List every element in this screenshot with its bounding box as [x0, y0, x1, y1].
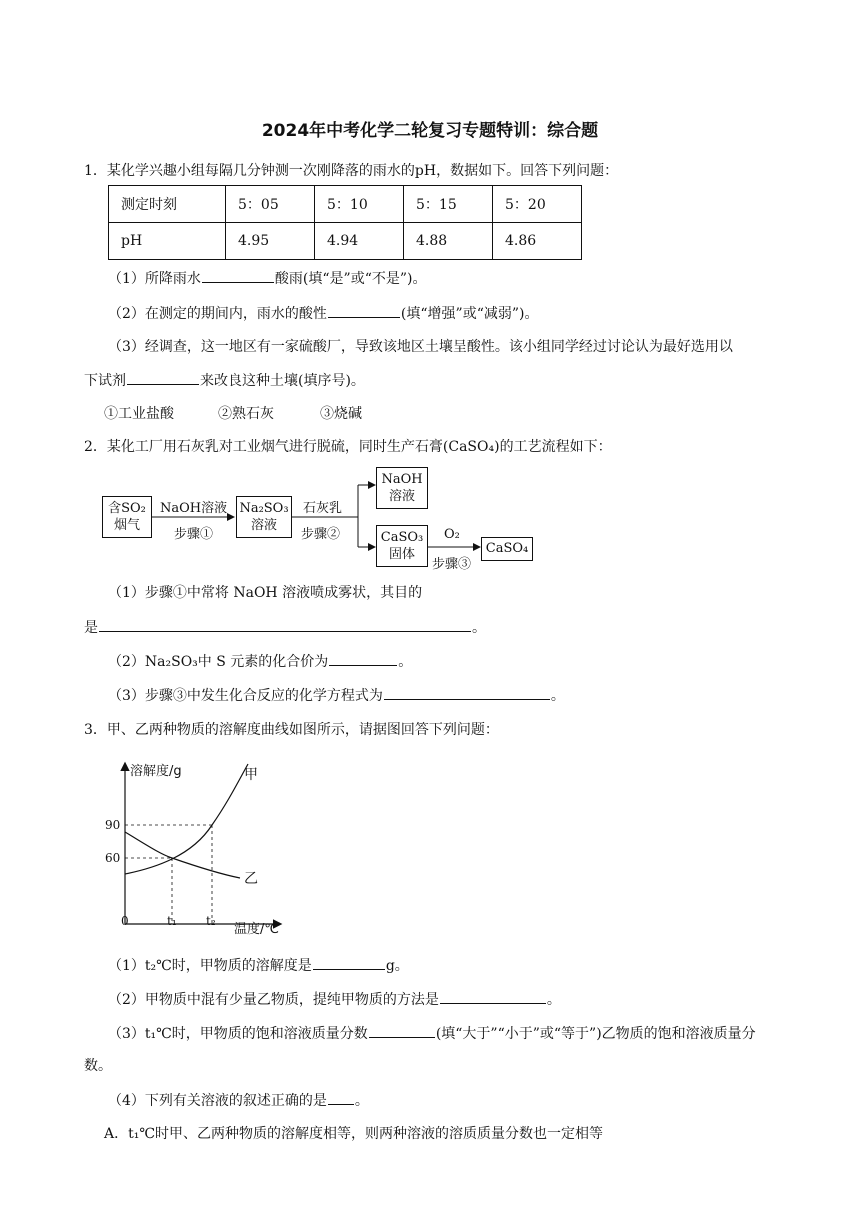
series-label-yi: 乙: [244, 871, 258, 887]
curve-jia: [125, 764, 248, 874]
q1-part3-text2: 来改良这种土壤(填序号)。: [200, 373, 365, 389]
q1-part2-text: （2）在测定的期间内，雨水的酸性: [108, 306, 327, 322]
q2-part2-text: （2）Na₂SO₃中 S 元素的化合价为: [108, 654, 329, 670]
q3-part4-text: （4）下列有关溶液的叙述正确的是: [108, 1093, 327, 1109]
arrow-label: 步骤③: [432, 557, 472, 572]
box-label: 溶液: [388, 489, 415, 504]
q3-part3-text2: (填“大于”“小于”或“等于”)乙物质的饱和溶液质量分: [435, 1026, 756, 1042]
box-label: 烟气: [113, 518, 140, 533]
arrow-label: 步骤②: [301, 527, 341, 542]
q2-part1-end: 。: [472, 620, 486, 636]
x-tick-label: 0: [121, 914, 129, 928]
table-row: [109, 186, 582, 223]
q1-part2: [108, 303, 538, 324]
box-label: CaSO₃: [380, 530, 424, 545]
box-label: NaOH: [381, 472, 423, 487]
q3-option-a: A．t₁℃时甲、乙两种物质的溶解度相等，则两种溶液的溶质质量分数也一定相等: [104, 1126, 604, 1142]
q3-part2: [108, 989, 561, 1010]
q1-part2-text2: (填“增强”或“减弱”)。: [400, 306, 539, 322]
q3-part2-text: （2）甲物质中混有少量乙物质，提纯甲物质的方法是: [108, 992, 439, 1008]
q3-part1-text2: g。: [385, 958, 409, 974]
table-cell: 测定时刻: [109, 186, 226, 223]
q1-option: ②熟石灰: [218, 406, 274, 422]
q3-part2-end: 。: [546, 992, 561, 1008]
answer-blank[interactable]: [440, 989, 546, 1004]
table-cell: 4.86: [493, 223, 582, 260]
arrow-label: 步骤①: [174, 527, 214, 542]
flue-gas-box: [102, 496, 152, 538]
q3-part1: [108, 955, 409, 976]
q2-part2-end: 。: [398, 654, 413, 670]
q1-option: ①工业盐酸: [104, 406, 174, 422]
solubility-chart: [100, 752, 300, 942]
q3-part4-end: 。: [354, 1093, 369, 1109]
q1-part1: [108, 268, 426, 289]
naoh-box: [376, 467, 428, 509]
q2-part3-end: 。: [550, 688, 565, 704]
q2-part3: [108, 685, 565, 706]
q2-part3-text: （3）步骤③中发生化合反应的化学方程式为: [108, 688, 383, 704]
q1-part1-text: （1）所降雨水: [108, 271, 201, 287]
answer-blank[interactable]: [202, 268, 274, 283]
ph-table: [108, 185, 582, 260]
q1-part3-line2: [84, 370, 365, 391]
y-tick-label: 90: [105, 818, 121, 832]
caso4-box: CaSO₄: [481, 537, 533, 561]
y-tick-label: 60: [105, 851, 121, 865]
q3-part3-text: （3）t₁℃时，甲物质的饱和溶液质量分数: [108, 1026, 368, 1042]
q3-part3-line2: 数。: [84, 1058, 112, 1074]
process-flow-diagram: [100, 467, 540, 575]
table-row: [109, 223, 582, 260]
q1-part1-text2: 酸雨(填“是”或“不是”)。: [274, 271, 427, 287]
table-cell: 5：10: [315, 186, 404, 223]
answer-blank[interactable]: [328, 1090, 354, 1105]
answer-blank[interactable]: [369, 1023, 435, 1038]
q3-part4: [108, 1090, 369, 1111]
table-cell: 5：20: [493, 186, 582, 223]
table-cell: pH: [109, 223, 226, 260]
table-cell: 4.88: [404, 223, 493, 260]
answer-blank[interactable]: [384, 685, 550, 700]
na2so3-box: [236, 496, 292, 538]
arrow-label: 石灰乳: [303, 501, 343, 516]
answer-blank[interactable]: [99, 617, 471, 632]
q2-part1-text: 是: [84, 620, 98, 636]
x-tick-label: t₂: [206, 914, 216, 928]
table-cell: 4.94: [315, 223, 404, 260]
answer-blank[interactable]: [313, 955, 385, 970]
table-cell: 5：05: [226, 186, 315, 223]
flow-arrows: [100, 467, 540, 575]
q1-part3-line1: （3）经调查，这一地区有一家硫酸厂，导致该地区土壤呈酸性。该小组同学经过讨论认为最好选用以: [108, 339, 733, 355]
x-axis-label: 温度/℃: [234, 922, 279, 937]
curve-yi: [125, 832, 240, 878]
q1-part3-text: 下试剂: [84, 373, 126, 389]
q2-part2: [108, 651, 412, 672]
box-label: 含SO₂: [108, 501, 146, 516]
series-label-jia: 甲: [244, 767, 258, 783]
x-tick-label: t₁: [167, 914, 177, 928]
answer-blank[interactable]: [127, 370, 199, 385]
chart-svg: [100, 752, 300, 942]
q3-stem: 3．甲、乙两种物质的溶解度曲线如图所示，请据图回答下列问题：: [84, 722, 499, 738]
box-label: Na₂SO₃: [239, 501, 289, 516]
q3-part1-text: （1）t₂℃时，甲物质的溶解度是: [108, 958, 312, 974]
caso3-box: [376, 525, 428, 567]
q3-part3: [108, 1023, 756, 1044]
page-title: 2024年中考化学二轮复习专题特训：综合题: [261, 121, 599, 141]
box-label: 固体: [388, 547, 415, 562]
arrow-label: O₂: [444, 527, 460, 542]
answer-blank[interactable]: [329, 651, 397, 666]
answer-blank[interactable]: [328, 303, 400, 318]
box-label: 溶液: [250, 518, 277, 533]
q1-option: ③烧碱: [320, 406, 362, 422]
arrow-label: NaOH溶液: [160, 501, 228, 516]
table-cell: 4.95: [226, 223, 315, 260]
y-axis-label: 溶解度/g: [130, 764, 182, 779]
table-cell: 5：15: [404, 186, 493, 223]
q2-stem: 2．某化工厂用石灰乳对工业烟气进行脱硫，同时生产石膏(CaSO₄)的工艺流程如下：: [84, 439, 612, 455]
q1-stem: 1．某化学兴趣小组每隔几分钟测一次刚降落的雨水的pH，数据如下。回答下列问题：: [84, 163, 619, 179]
q2-part1-line2: [84, 617, 486, 638]
q2-part1: （1）步骤①中常将 NaOH 溶液喷成雾状，其目的: [108, 585, 423, 601]
